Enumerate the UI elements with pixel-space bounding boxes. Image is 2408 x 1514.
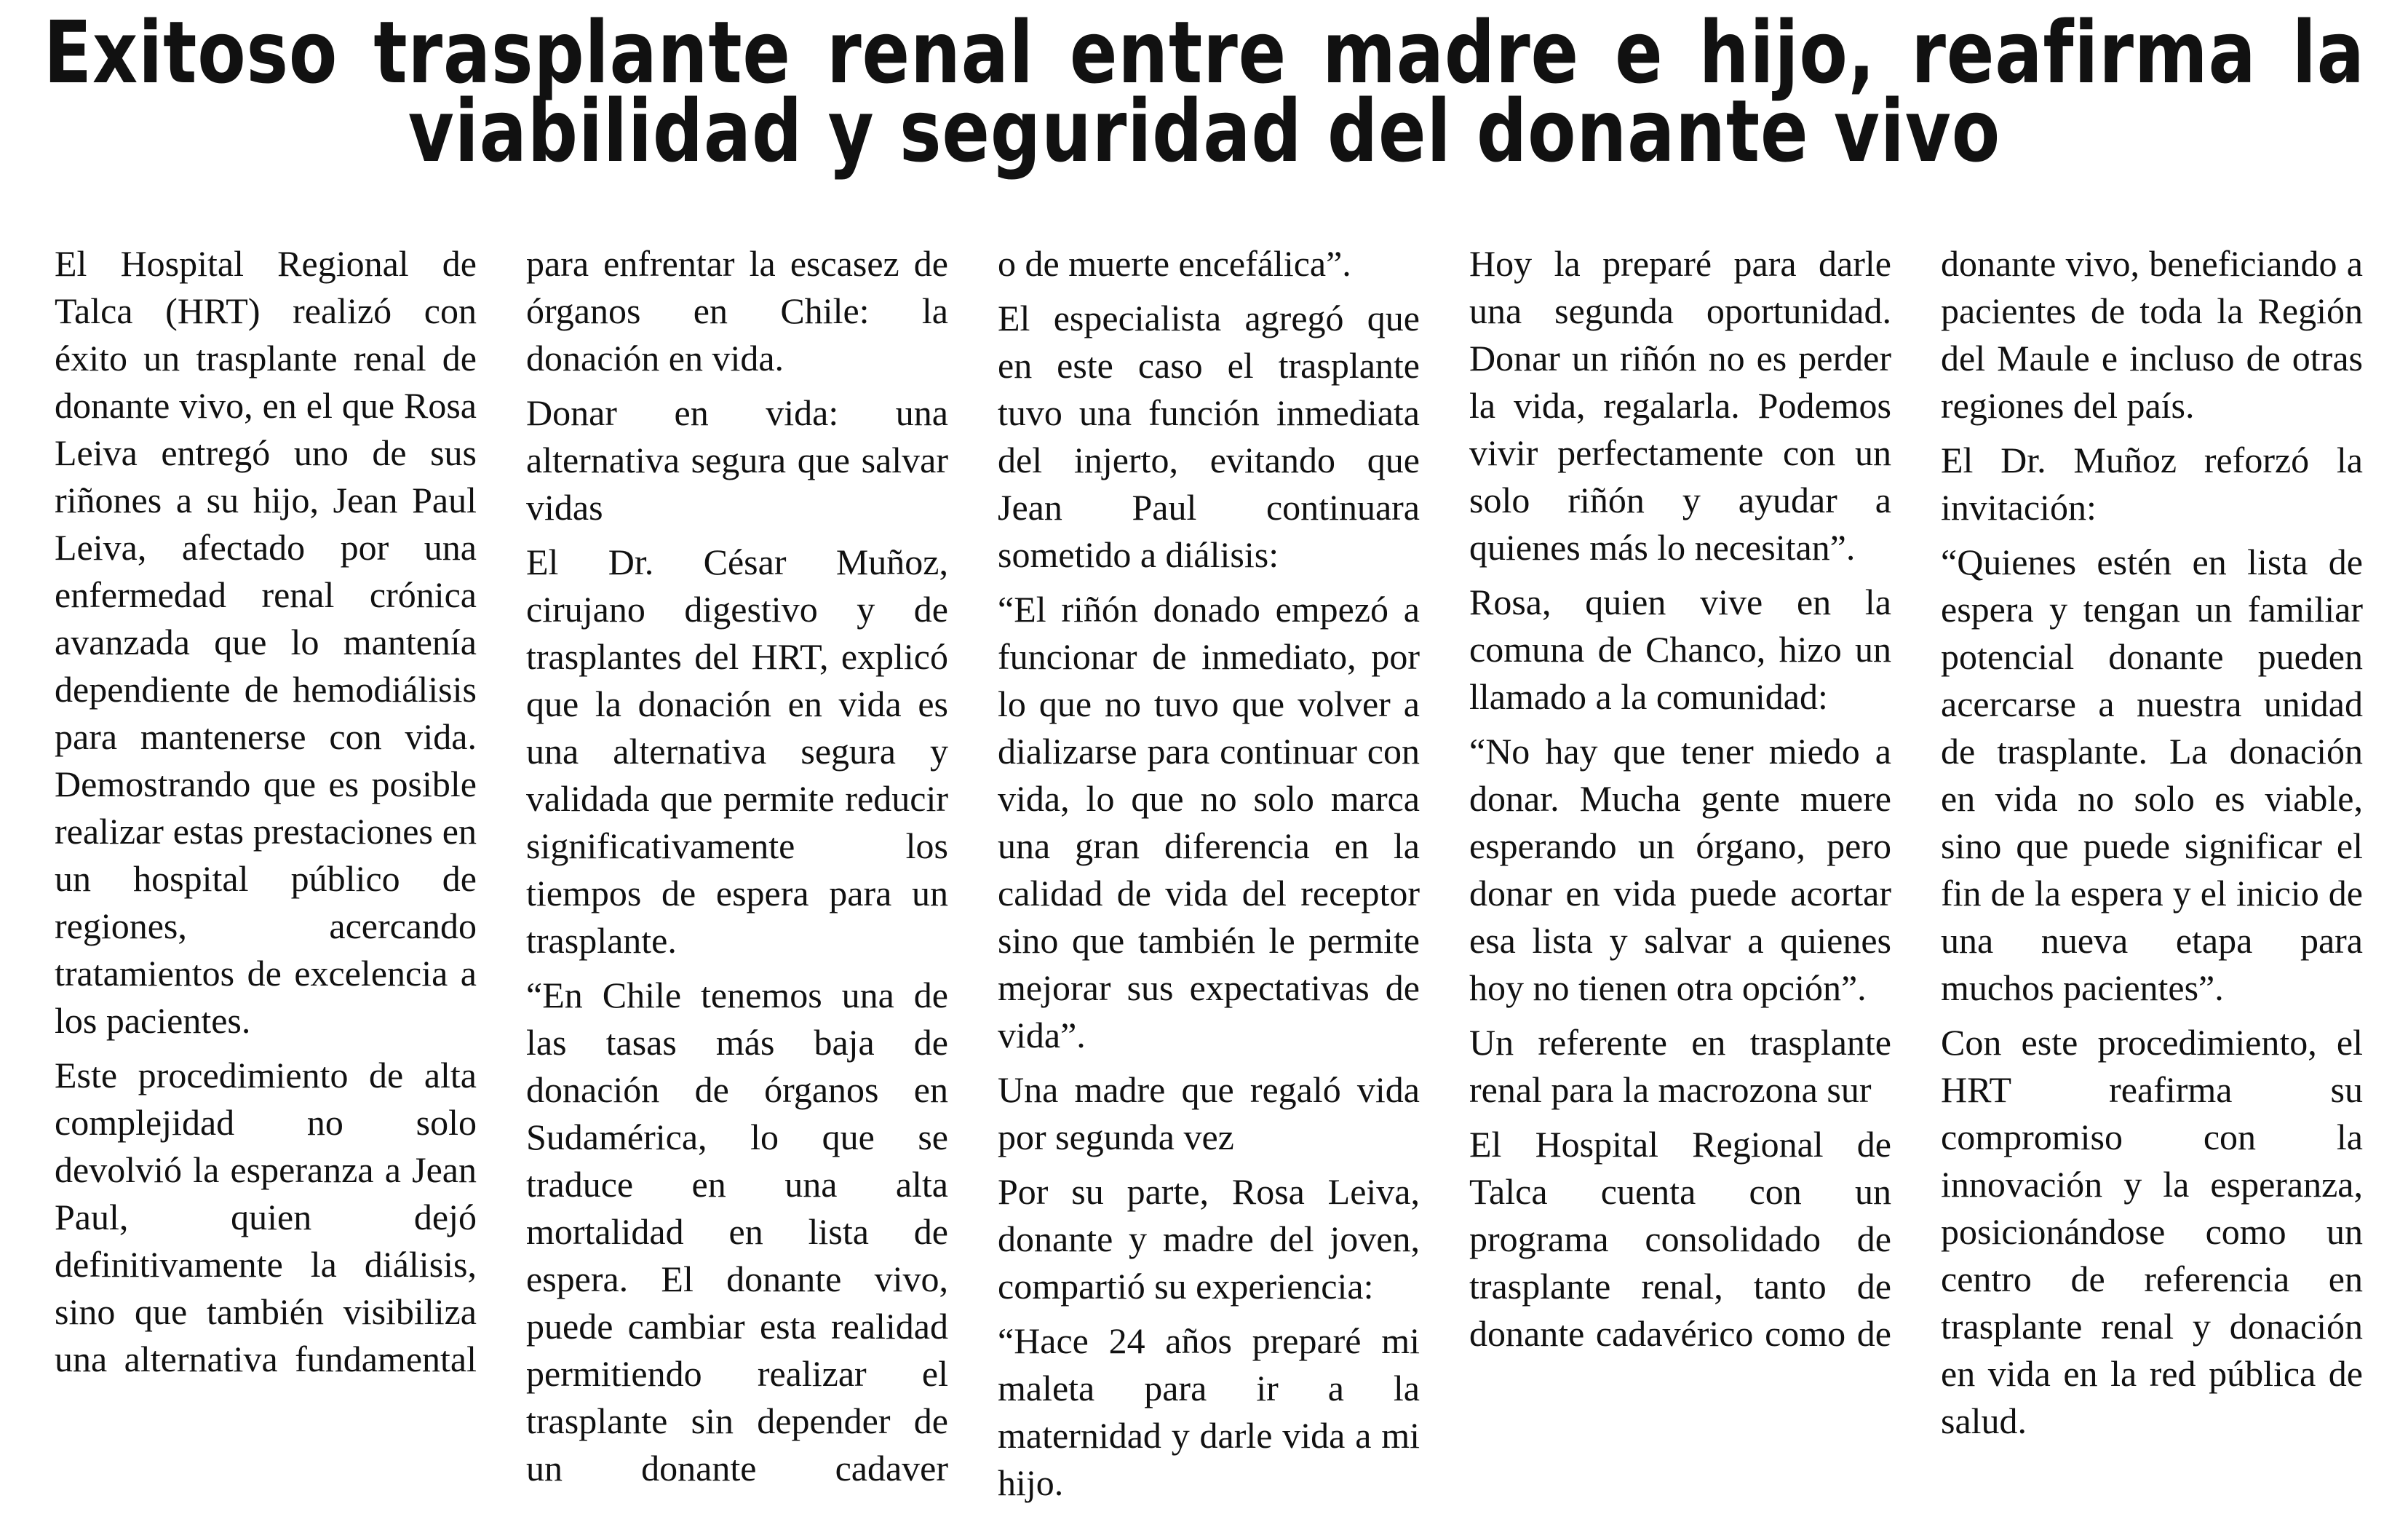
article-column-3 bbox=[998, 240, 1420, 1514]
paragraph: Por su parte, Rosa Leiva, donante y madre del joven, compartió su experiencia: bbox=[998, 1171, 1420, 1307]
headline-line-1: Exitoso trasplante renal entre madre e hijo, reafirma la bbox=[44, 2, 2365, 103]
paragraph: o de muerte encefálica”. bbox=[998, 243, 1351, 284]
paragraph: Este procedimiento de alta complejidad no solo devolvió la esperanza a Jean Paul, quien dejó definitivamente la diálisis, sino que también visibiliza una alternativa fundamental bbox=[55, 1055, 477, 1379]
article-column-4 bbox=[1469, 240, 1891, 1365]
subheading: Un referente en trasplante renal para la macrozona sur bbox=[1469, 1022, 1891, 1110]
paragraph: “En Chile tenemos una de las tasas más baja de donación de órganos en Sudamérica, lo que se traduce en una alta mortalidad en lista de espera. El donante vivo, puede cambiar esta realidad permitiendo realizar el trasplante sin depender de un donante cadaver bbox=[526, 975, 948, 1489]
paragraph: “No hay que tener miedo a donar. Mucha gente muere esperando un órgano, pero donar en vida puede acortar esa lista y salvar a quienes hoy no tienen otra opción”. bbox=[1469, 731, 1891, 1008]
article-column-1 bbox=[55, 240, 477, 1390]
paragraph: Rosa, quien vive en la comuna de Chanco, hizo un llamado a la comunidad: bbox=[1469, 582, 1891, 717]
headline-line-2: viabilidad y seguridad del donante vivo bbox=[408, 81, 2000, 181]
paragraph: El Dr. César Muñoz, cirujano digestivo y de trasplantes del HRT, explicó que la donación en vida es una alternativa segura y validada que permite reducir significativamente los tiempos de espera para un trasplante. bbox=[526, 542, 948, 961]
paragraph: “Quienes estén en lista de espera y tengan un familiar potencial donante pueden acercarse a nuestra unidad de trasplante. La donación en vida no solo es viable, sino que puede significar el fin de la espera y el inicio de una nueva etapa para muchos pacientes”. bbox=[1941, 542, 2363, 1008]
subheading: Donar en vida: una alternativa segura que salvar vidas bbox=[526, 392, 948, 528]
article-headline bbox=[44, 2, 2365, 181]
paragraph: “El riñón donado empezó a funcionar de inmediato, por lo que no tuvo que volver a dializarse para continuar con vida, lo que no solo marca una gran diferencia en la calidad de vida del receptor sino que también le permite mejorar sus expectativas de vida”. bbox=[998, 589, 1420, 1055]
subheading: Una madre que regaló vida por segunda vez bbox=[998, 1069, 1420, 1157]
paragraph: El Hospital Regional de Talca (HRT) realizó con éxito un trasplante renal de donante vivo, en el que Rosa Leiva entregó uno de sus riñones a su hijo, Jean Paul Leiva, afectado por una enfermedad renal crónica avanzada que lo mantenía dependiente de hemodiálisis para mantenerse con vida. Demostrando que es posible realizar estas prestaciones en un hospital público de regiones, acercando tratamientos de excelencia a los pacientes. bbox=[55, 243, 477, 1041]
paragraph: Hoy la preparé para darle una segunda oportunidad. Donar un riñón no es perder la vida, regalarla. Podemos vivir perfectamente con un solo riñón y ayudar a quienes más lo necesitan”. bbox=[1469, 243, 1891, 568]
paragraph: “Hace 24 años preparé mi maleta para ir a la maternidad y darle vida a mi hijo. bbox=[998, 1320, 1420, 1503]
paragraph: para enfrentar la escasez de órganos en Chile: la donación en vida. bbox=[526, 243, 948, 378]
article-body bbox=[55, 240, 2363, 1503]
paragraph: El Hospital Regional de Talca cuenta con un programa consolidado de trasplante renal, tanto de donante cadavérico como de bbox=[1469, 1124, 1891, 1354]
article-column-5 bbox=[1941, 240, 2363, 1452]
paragraph: El Dr. Muñoz reforzó la invitación: bbox=[1941, 440, 2363, 528]
paragraph: donante vivo, beneficiando a pacientes de toda la Región del Maule e incluso de otras regiones del país. bbox=[1941, 243, 2363, 426]
article-column-2 bbox=[526, 240, 948, 1499]
paragraph: Con este procedimiento, el HRT reafirma su compromiso con la innovación y la esperanza, posicionándose como un centro de referencia en trasplante renal y donación en vida en la red pública de salud. bbox=[1941, 1022, 2363, 1441]
paragraph: El especialista agregó que en este caso el trasplante tuvo una función inmediata del injerto, evitando que Jean Paul continuara sometido a diálisis: bbox=[998, 298, 1420, 575]
